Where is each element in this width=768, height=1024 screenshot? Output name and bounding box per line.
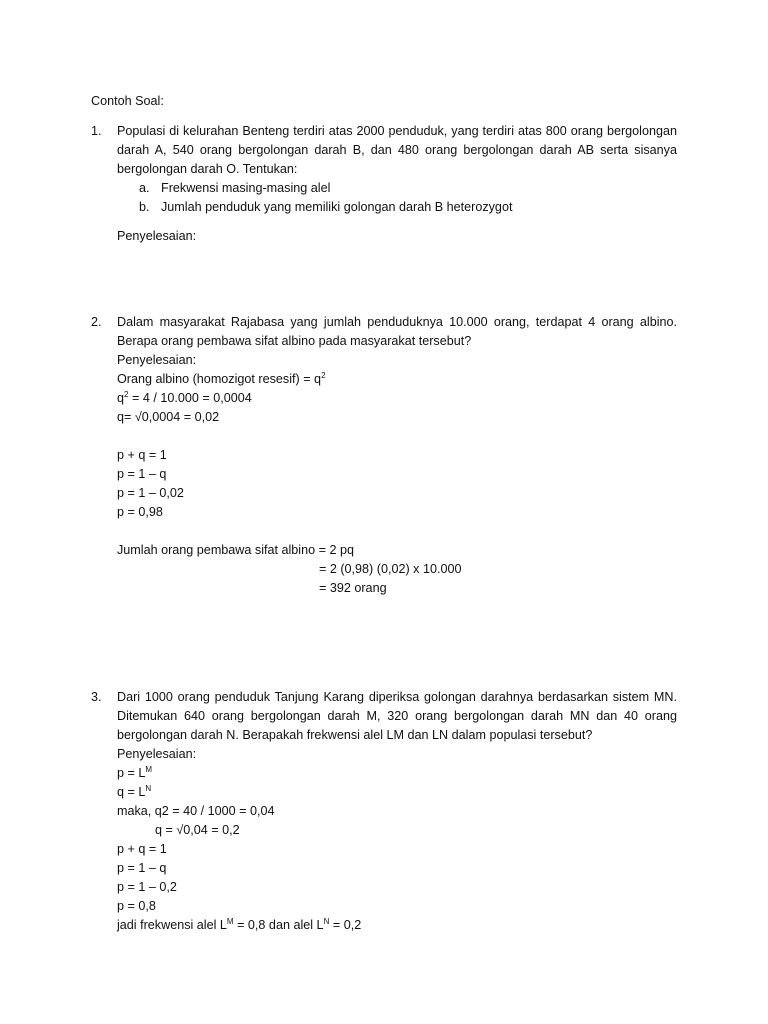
solution-line: p = 0,98: [117, 505, 163, 519]
question-number: 3.: [91, 690, 102, 704]
solution-line: jadi frekwensi alel $L^M = 0,8$ dan alel $L^N = 0,2$: [117, 917, 362, 932]
solution-line: = 2 (0,98) (0,02) x 10.000: [319, 562, 462, 576]
list-letter: a.: [139, 181, 150, 195]
question-text: Populasi di kelurahan Benteng terdiri atas 2000 penduduk, yang terdiri atas 800 orang bergolongan darah A, 540 orang bergolongan darah B, dan 480 orang bergolongan darah AB serta sisanya bergolongan darah O. Tentukan:: [117, 124, 677, 176]
list-item-text: Frekwensi masing-masing alel: [161, 181, 331, 195]
solution-line: $p = L^M$: [117, 765, 153, 780]
solution-line: p = 1 – 0,02: [117, 486, 184, 500]
solution-label: Penyelesaian:: [117, 353, 197, 367]
solution-label: Penyelesaian:: [117, 229, 197, 243]
list-item-text: Jumlah penduduk yang memiliki golongan darah B heterozygot: [161, 200, 513, 214]
solution-line: $q^2 = 4 / 10.000 = 0,0004$: [117, 390, 252, 405]
solution-line: p = 1 – q: [117, 467, 167, 481]
solution-line: p = 0,8: [117, 899, 156, 913]
solution-line: Jumlah orang pembawa sifat albino = 2 pq: [117, 543, 354, 557]
solution-label: Penyelesaian:: [117, 747, 197, 761]
question-3: [91, 688, 677, 935]
solution-line: p = 1 – q: [117, 861, 167, 875]
question-1: [91, 122, 677, 246]
list-item: [139, 179, 677, 198]
solution-line: p = 1 – 0,2: [117, 880, 177, 894]
page-title: Contoh Soal:: [91, 94, 164, 108]
question-text: Dari 1000 orang penduduk Tanjung Karang diperiksa golongan darahnya berdasarkan sistem MN. Ditemukan 640 orang bergolongan darah M, 320 orang bergolongan darah MN dan 40 orang bergolongan darah N. Berapakah frekwensi alel LM dan LN dalam populasi tersebut?: [117, 690, 677, 742]
question-number: 1.: [91, 124, 102, 138]
list-item: [139, 198, 677, 217]
solution-line: p + q = 1: [117, 448, 167, 462]
question-2: [91, 313, 677, 598]
solution-line: $q = L^N$: [117, 784, 152, 799]
solution-line: maka, q2 = 40 / 1000 = 0,04: [117, 804, 275, 818]
question-text: Dalam masyarakat Rajabasa yang jumlah penduduknya 10.000 orang, terdapat 4 orang albino. Berapa orang pembawa sifat albino pada masyarakat tersebut?: [117, 315, 677, 348]
solution-line: = 392 orang: [319, 581, 387, 595]
solution-line: p + q = 1: [117, 842, 167, 856]
question-number: 2.: [91, 315, 102, 329]
solution-line: Orang albino (homozigot resesif) = $q^2$: [117, 371, 326, 386]
solution-line: q = √0,04 = 0,2: [155, 823, 240, 837]
list-letter: b.: [139, 200, 150, 214]
solution-line: q= √0,0004 = 0,02: [117, 410, 220, 424]
